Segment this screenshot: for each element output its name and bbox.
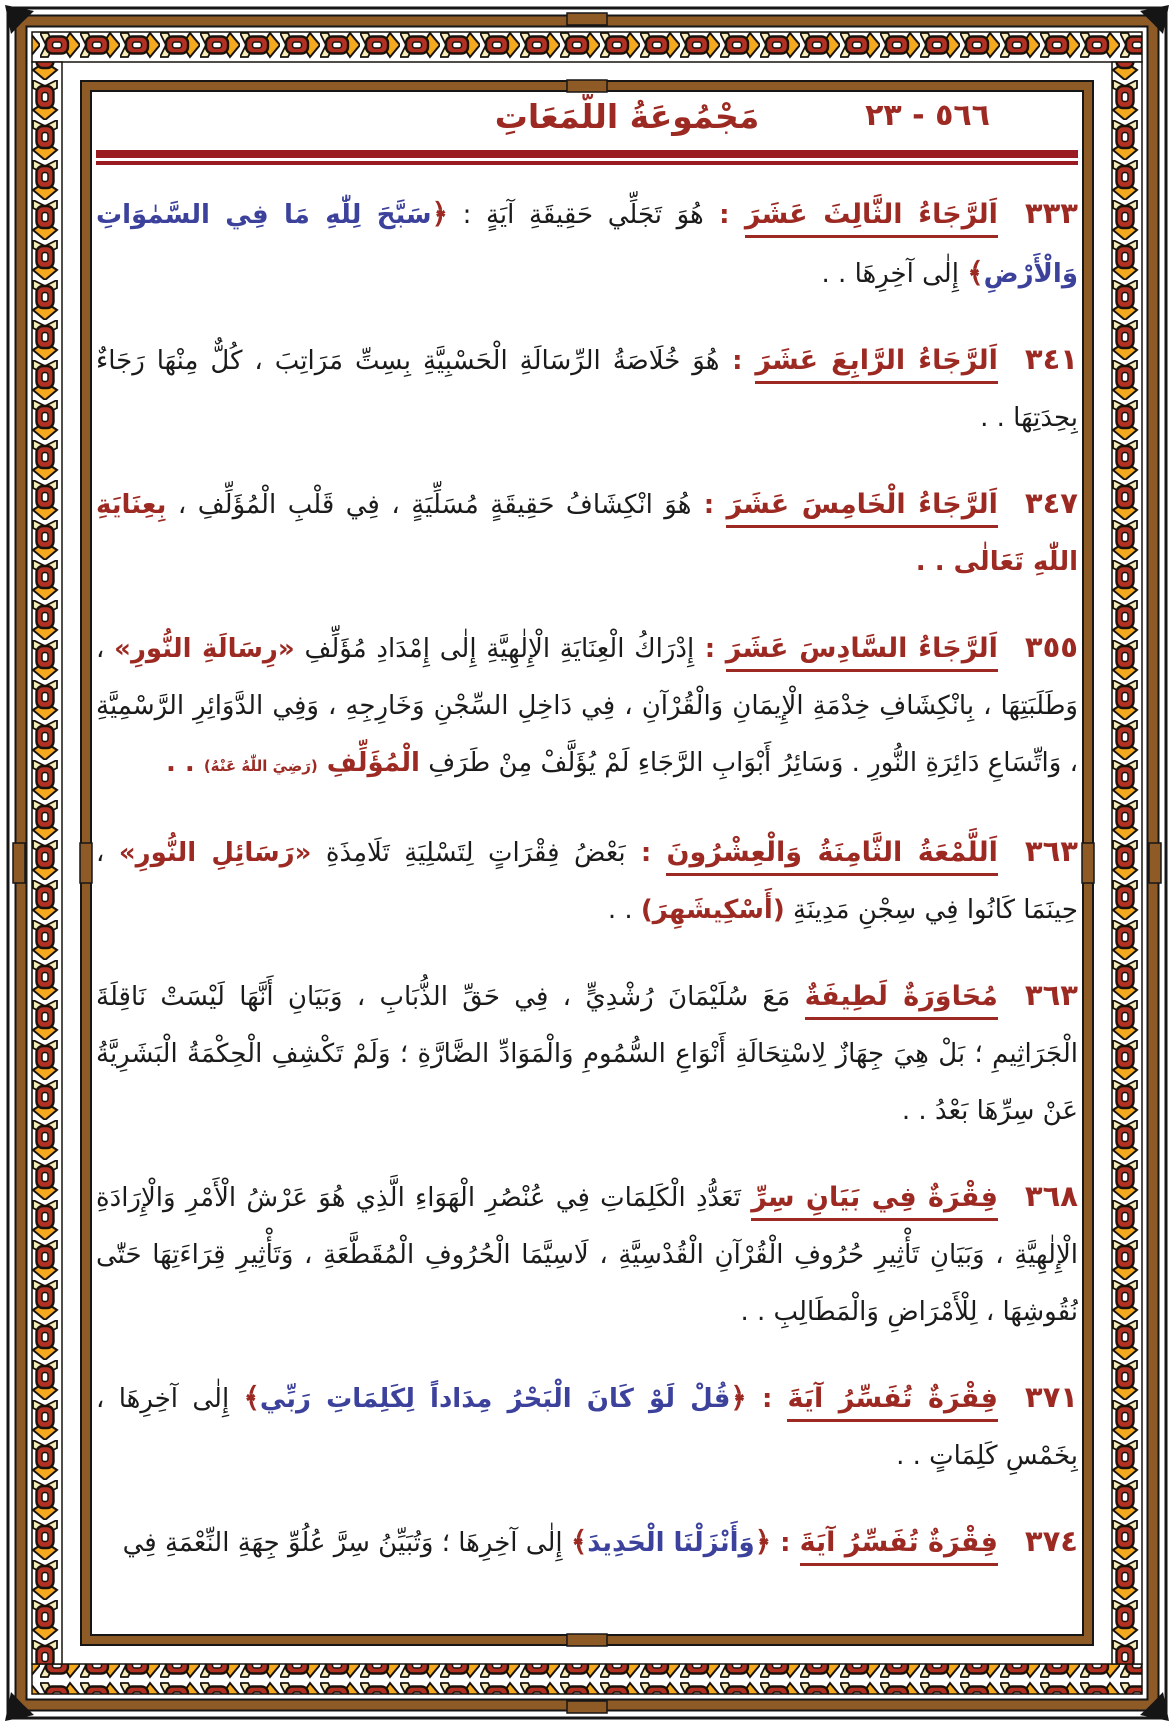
entry-colon: : xyxy=(691,490,727,520)
entry-body: هُوَ خُلَاصَةُ الرِّسَالَةِ الْحَسْبِيَّةِ بِسِتِّ مَرَاتِبَ ، كُلٌّ مِنْهَا رَجَاءٌ بِحِدَتِهَا . . xyxy=(96,346,1078,433)
header-rule-thick xyxy=(96,150,1078,158)
entry xyxy=(96,967,1078,1140)
entry-number: ٣٤١ xyxy=(1024,342,1078,376)
entry-number: ٣٦٣ xyxy=(1024,834,1078,868)
page-title: مَجْمُوعَةُ اللَّمَعَاتِ xyxy=(494,97,760,136)
entry-title: فِقْرَةٌ تُفَسِّرُ آيَةَ xyxy=(800,1527,998,1566)
entry-body: بَعْضُ فِقْرَاتٍ لِتَسْلِيَةِ تَلَامِذَةِ xyxy=(311,838,626,868)
page-number: ٥٦٦ - ٢٣ xyxy=(865,98,990,133)
quran-bracket-close: ﴾ xyxy=(967,256,984,289)
page-content xyxy=(96,94,1078,1634)
honorific-mark: (رَضِيَ اللّٰهُ عَنْهُ) xyxy=(203,757,318,775)
entry-body: هُوَ انْكِشَافُ حَقِيقَةٍ مُسَلِّيَةٍ ، فِي قَلْبِ الْمُؤَلِّفِ ، xyxy=(166,490,692,520)
entry xyxy=(96,1369,1078,1485)
entry xyxy=(96,1168,1078,1341)
entry-body: إِلٰى آخِرِهَا ؛ وَتُبَيِّنُ سِرَّ عُلُوِّ جِهَةِ النِّعْمَةِ فِي xyxy=(122,1528,571,1558)
entry xyxy=(96,619,1078,795)
entry-title: اَللَّمْعَةُ الثَّامِنَةُ وَالْعِشْرُونَ xyxy=(666,837,997,876)
city-name-eskisehir: (أَسْكِيشَهِرَ) xyxy=(640,895,785,925)
entry xyxy=(96,185,1078,303)
index-entries xyxy=(96,185,1078,1572)
book-name-risale: «رِسَالَةِ النُّورِ» xyxy=(114,634,295,664)
entry-colon: : xyxy=(703,200,745,230)
quran-bracket-open: ﴿ xyxy=(730,1381,747,1414)
entry-body: إِدْرَاكُ الْعِنَايَةِ الْإِلٰهِيَّةِ إِلٰى إِمْدَادِ مُؤَلِّفِ xyxy=(294,634,695,664)
quran-verse: وَأَنْزَلْنَا الْحَدِيدَ xyxy=(587,1528,755,1558)
entry xyxy=(96,475,1078,591)
entry-colon: : xyxy=(694,634,726,664)
entry-body: مَعَ سُلَيْمَانَ رُشْدِيٍّ ، فِي حَقِّ الذُّبَابِ ، وَبَيَانِ أَنَّهَا لَيْسَتْ نَاقِلَةَ الْجَرَاثِيمِ ؛ بَلْ هِيَ جِهَازٌ لِاسْتِحَالَةِ أَنْوَاعِ السُّمُومِ وَالْمَوَادِّ الضَّارَّةِ ؛ وَلَمْ تَكْشِفِ الْحِكْمَةُ الْبَشَرِيَّةُ عَنْ سِرِّهَا بَعْدُ . . xyxy=(96,982,1078,1126)
entry-number: ٣٤٧ xyxy=(1024,486,1078,520)
entry-red-phrase: الْمُؤَلِّفِ xyxy=(317,748,420,778)
entry-body: إِلٰى آخِرِهَا . . xyxy=(821,259,968,289)
entry-colon: : xyxy=(625,838,667,868)
entry-number: ٣٧١ xyxy=(1024,1380,1078,1414)
entry-colon: : xyxy=(719,346,756,376)
header-rule xyxy=(96,150,1078,165)
entry-number: ٣٥٥ xyxy=(1024,630,1078,664)
entry-title: اَلرَّجَاءُ الرَّابِعَ عَشَرَ xyxy=(755,345,998,384)
header-rule-thin xyxy=(96,161,1078,165)
entry-colon: : xyxy=(746,1384,788,1414)
entry-red-phrase: . . xyxy=(165,748,204,778)
entry-number: ٣٦٨ xyxy=(1024,1179,1078,1213)
entry-body: . . xyxy=(607,895,641,925)
quran-bracket-close: ﴾ xyxy=(570,1525,588,1558)
entry-number: ٣٧٤ xyxy=(1024,1524,1078,1558)
entry-number: ٣٣٣ xyxy=(1024,196,1078,230)
quran-verse: سَبَّحَ لِلّٰهِ مَا فِي السَّمٰوَاتِ وَالْأَرْضِ xyxy=(96,200,1078,289)
book-name-risale: «رَسَائِلِ النُّورِ» xyxy=(118,838,312,868)
entry-title: مُحَاوَرَةٌ لَطِيفَةٌ xyxy=(805,981,998,1020)
entry-title: اَلرَّجَاءُ السَّادِسَ عَشَرَ xyxy=(726,633,998,672)
entry xyxy=(96,823,1078,939)
entry xyxy=(96,331,1078,447)
quran-bracket-open: ﴿ xyxy=(431,197,449,230)
entry-title: اَلرَّجَاءُ الثَّالِثَ عَشَرَ xyxy=(745,199,998,238)
entry-body: هُوَ تَجَلِّي حَقِيقَةِ آيَةٍ : xyxy=(448,200,704,230)
entry xyxy=(96,1513,1078,1572)
entry-body: تَعَدُّدِ الْكَلِمَاتِ فِي عُنْصُرِ الْهَوَاءِ الَّذِي هُوَ عَرْشُ الْأَمْرِ وَالْإِرَادَةِ الْإِلٰهِيَّةِ ، وَبَيَانِ تَأْثِيرِ حُرُوفِ الْقُرْآنِ الْقُدْسِيَّةِ ، لَاسِيَّمَا الْحُرُوفِ الْمُقَطَّعَةِ ، وَتَأْثِيرِ قِرَاءَتِهَا حَتّٰى نُقُوشِهَا ، لِلْأَمْرَاضِ وَالْمَطَالِبِ . . xyxy=(96,1183,1078,1327)
entry-red-phrase: بِعِنَايَةِ اللّٰهِ تَعَالٰى . . xyxy=(96,490,1078,577)
entry-body: إِلٰى آخِرِهَا ، بِخَمْسِ كَلِمَاتٍ . . xyxy=(96,1384,1078,1471)
entry-title: فِقْرَةٌ فِي بَيَانِ سِرِّ xyxy=(751,1182,998,1221)
entry-title: فِقْرَةٌ تُفَسِّرُ آيَةَ xyxy=(787,1383,997,1422)
entry-title: اَلرَّجَاءُ الْخَامِسَ عَشَرَ xyxy=(726,489,997,528)
page-header xyxy=(96,94,1078,140)
entry-colon: : xyxy=(771,1528,800,1558)
entry-number: ٣٦٣ xyxy=(1024,978,1078,1012)
quran-verse: قُلْ لَوْ كَانَ الْبَحْرُ مِدَاداً لِكَلِمَاتِ رَبِّي xyxy=(259,1384,731,1414)
entry-body: ، حِينَمَا كَانُوا فِي سِجْنِ مَدِينَةِ xyxy=(96,838,1078,925)
quran-bracket-close: ﴾ xyxy=(243,1381,260,1414)
quran-bracket-open: ﴿ xyxy=(754,1525,772,1558)
entry-body: ، وَطَلَبَتِهَا ، بِانْكِشَافِ خِدْمَةِ الْإِيمَانِ وَالْقُرْآنِ ، فِي دَاخِلِ السِّجْنِ وَخَارِجِهِ ، وَفِي الدَّوَائِرِ الرَّسْمِيَّةِ ، وَاتِّسَاعِ دَائِرَةِ النُّورِ . وَسَائِرُ أَبْوَابِ الرَّجَاءِ لَمْ يُؤَلَّفْ مِنْ طَرَفِ xyxy=(96,634,1078,778)
